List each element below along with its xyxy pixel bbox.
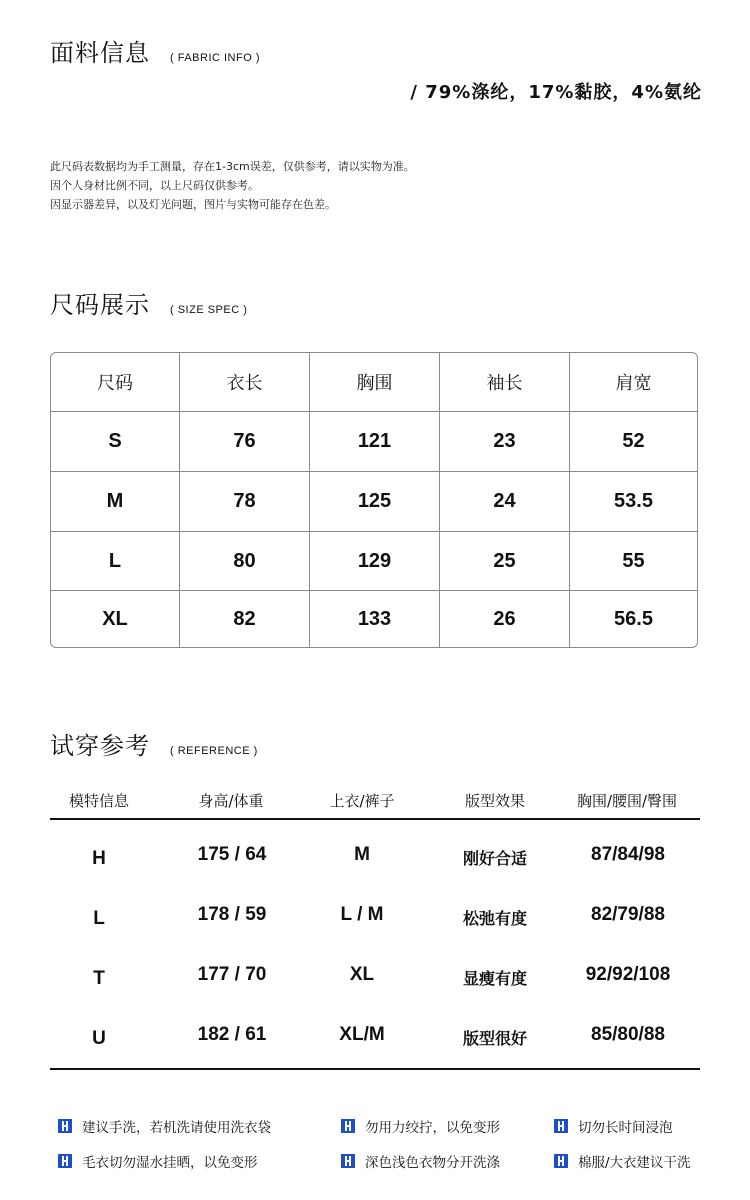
- size-table-header: 袖长: [440, 353, 570, 412]
- care-tip-label: 切勿长时间浸泡: [578, 1120, 673, 1136]
- reference-header-cell: 版型效果: [464, 792, 526, 810]
- size-table-cell: S: [51, 412, 180, 472]
- fabric-info-heading: [50, 33, 260, 68]
- care-tip-label: 深色浅色衣物分开洗涤: [365, 1155, 500, 1171]
- h-badge-icon: [554, 1119, 568, 1133]
- care-tip-label: 棉服/大衣建议干洗: [578, 1155, 691, 1171]
- care-tip-label: 建议手洗，若机洗请使用洗衣袋: [82, 1120, 271, 1136]
- reference-cell: 178 / 59: [197, 904, 267, 925]
- h-badge-icon: [58, 1119, 72, 1133]
- reference-heading: [50, 726, 258, 761]
- size-table-cell: 52: [570, 412, 697, 472]
- reference-cell: 刚好合适: [462, 849, 528, 868]
- reference-subtitle: ( REFERENCE ): [170, 745, 258, 757]
- fabric-info-title: 面料信息: [50, 39, 150, 67]
- h-badge-icon: [341, 1119, 355, 1133]
- reference-cell: 松弛有度: [462, 909, 528, 928]
- reference-cell: L: [93, 908, 105, 929]
- reference-cell: 82/79/88: [591, 904, 665, 925]
- reference-cell: 85/80/88: [591, 1024, 665, 1045]
- size-table-cell: 125: [310, 472, 440, 532]
- care-tip-label: 勿用力绞拧，以免变形: [365, 1120, 500, 1136]
- note-line: 因个人身材比例不同，以上尺码仅供参考。: [50, 179, 259, 192]
- care-tip: [58, 1116, 271, 1136]
- size-table-cell: 133: [310, 591, 440, 647]
- size-table-header: 胸围: [310, 353, 440, 412]
- care-tip-label: 毛衣切勿湿水挂晒，以免变形: [82, 1155, 258, 1171]
- reference-cell: 177 / 70: [197, 964, 267, 985]
- reference-table-bottom-rule: [50, 1068, 700, 1070]
- h-badge-icon: [554, 1154, 568, 1168]
- reference-row: [50, 902, 700, 962]
- reference-cell: M: [354, 844, 370, 865]
- reference-header-cell: 身高/体重: [198, 792, 264, 810]
- size-table-cell: 121: [310, 412, 440, 472]
- size-spec-title: 尺码展示: [50, 291, 150, 319]
- size-spec-heading: [50, 285, 247, 320]
- size-table-cell: XL: [51, 591, 180, 647]
- reference-cell: U: [92, 1028, 106, 1049]
- size-table-header: 肩宽: [570, 353, 697, 412]
- care-tip: [341, 1116, 500, 1136]
- size-table-cell: 78: [180, 472, 310, 532]
- size-table-cell: 25: [440, 532, 570, 591]
- size-table-cell: 53.5: [570, 472, 697, 532]
- size-table: [50, 352, 698, 648]
- reference-cell: 175 / 64: [197, 844, 267, 865]
- reference-cell: 显瘦有度: [462, 969, 528, 988]
- reference-cell: 87/84/98: [591, 844, 665, 865]
- reference-header-cell: 模特信息: [68, 792, 130, 810]
- reference-cell: L / M: [340, 904, 384, 925]
- size-table-header: 衣长: [180, 353, 310, 412]
- measurement-notes: [50, 157, 415, 214]
- reference-cell: T: [93, 968, 105, 989]
- size-table-cell: M: [51, 472, 180, 532]
- fabric-composition: / 79%涤纶，17%黏胶，4%氨纶: [410, 82, 702, 103]
- size-table-cell: 26: [440, 591, 570, 647]
- size-table-cell: 24: [440, 472, 570, 532]
- note-line: 此尺码表数据均为手工测量，存在1-3cm误差，仅供参考，请以实物为准。: [50, 160, 415, 173]
- size-table-cell: 80: [180, 532, 310, 591]
- reference-title: 试穿参考: [50, 732, 150, 760]
- reference-row: [50, 962, 700, 1022]
- fabric-info-subtitle: ( FABRIC INFO ): [170, 52, 260, 64]
- care-tip: [58, 1151, 258, 1171]
- reference-row: [50, 842, 700, 902]
- reference-cell: XL/M: [339, 1024, 385, 1045]
- reference-cell: XL: [349, 964, 375, 985]
- h-badge-icon: [58, 1154, 72, 1168]
- size-table-cell: 23: [440, 412, 570, 472]
- reference-cell: 182 / 61: [197, 1024, 267, 1045]
- size-table-cell: 76: [180, 412, 310, 472]
- care-tip: [341, 1151, 500, 1171]
- reference-header-cell: 胸围/腰围/臀围: [576, 792, 678, 810]
- care-tip: [554, 1116, 673, 1136]
- size-table-cell: 82: [180, 591, 310, 647]
- size-table-cell: L: [51, 532, 180, 591]
- care-tip: [554, 1151, 691, 1171]
- reference-cell: 版型很好: [462, 1029, 528, 1048]
- size-table-cell: 55: [570, 532, 697, 591]
- size-table-header: 尺码: [51, 353, 180, 412]
- reference-row: [50, 1022, 700, 1082]
- h-badge-icon: [341, 1154, 355, 1168]
- size-spec-subtitle: ( SIZE SPEC ): [170, 304, 248, 316]
- reference-header-cell: 上衣/裤子: [329, 792, 395, 810]
- note-line: 因显示器差异，以及灯光问题，图片与实物可能存在色差。: [50, 198, 336, 211]
- size-table-cell: 129: [310, 532, 440, 591]
- reference-cell: H: [92, 848, 106, 869]
- reference-cell: 92/92/108: [585, 964, 671, 985]
- reference-table-header: [50, 788, 700, 820]
- size-table-cell: 56.5: [614, 607, 653, 630]
